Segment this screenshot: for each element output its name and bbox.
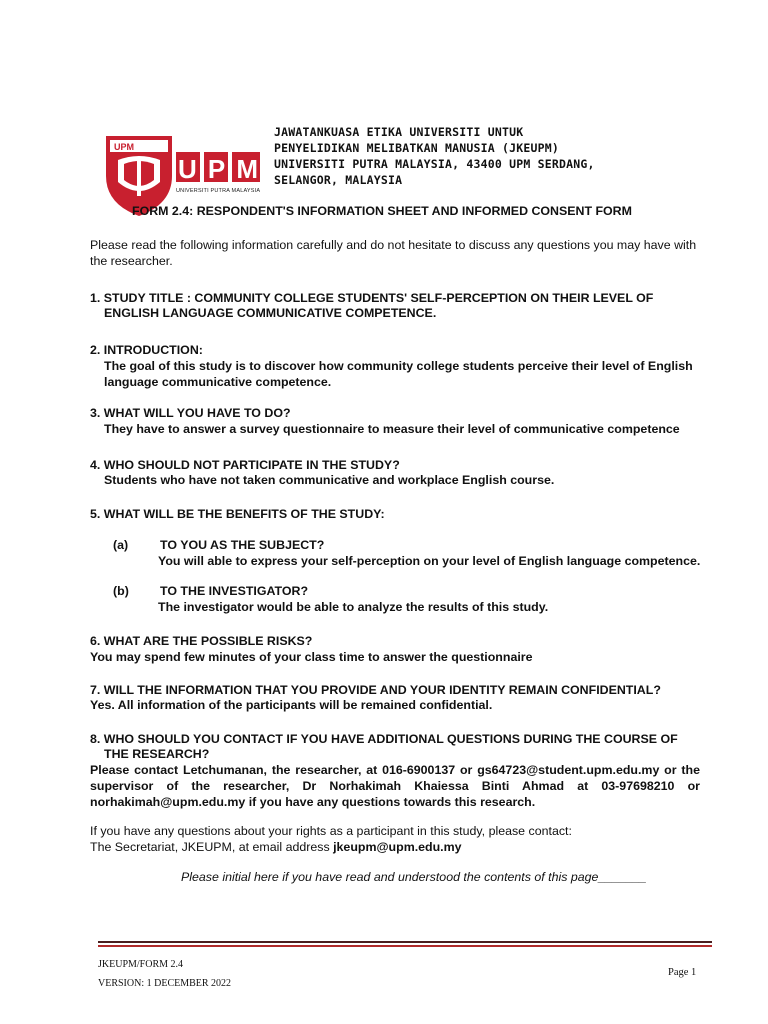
section-2-title: 2. INTRODUCTION:: [90, 343, 203, 357]
footer-rule-dark: [98, 941, 712, 943]
section-3-title: 3. WHAT WILL YOU HAVE TO DO?: [90, 406, 291, 420]
initial-blank[interactable]: _______: [598, 870, 647, 884]
section-1-title-line-1: 1. STUDY TITLE : COMMUNITY COLLEGE STUDENTS' SELF-PERCEPTION ON THEIR LEVEL OF: [90, 291, 654, 305]
section-5a-body: You will able to express your self-perception on your level of English language competence.: [158, 554, 701, 568]
initial-instruction: Please initial here if you have read and understood the contents of this page: [181, 870, 599, 884]
rights-line-2: [90, 839, 462, 855]
logo-badge-text: UPM: [114, 142, 134, 152]
header-line-2: PENYELIDIKAN MELIBATKAN MANUSIA (JKEUPM): [274, 141, 559, 155]
section-5b-label: (b): [113, 584, 129, 598]
section-8-title-line-2: THE RESEARCH?: [104, 747, 210, 761]
initial-line: [181, 869, 647, 885]
header-line-1: JAWATANKUASA ETIKA UNIVERSITI UNTUK: [274, 125, 524, 139]
footer-rule-red: [98, 945, 712, 947]
section-3-body: They have to answer a survey questionnaire to measure their level of communicative competence: [104, 422, 680, 436]
section-8-title-line-1: 8. WHO SHOULD YOU CONTACT IF YOU HAVE ADDITIONAL QUESTIONS DURING THE COURSE OF: [90, 732, 678, 746]
form-title: FORM 2.4: RESPONDENT'S INFORMATION SHEET AND INFORMED CONSENT FORM: [132, 204, 632, 218]
section-7-body: Yes. All information of the participants will be remained confidential.: [90, 698, 493, 712]
footer-version: VERSION: 1 DECEMBER 2022: [98, 978, 232, 989]
section-5-title: 5. WHAT WILL BE THE BENEFITS OF THE STUDY:: [90, 507, 385, 521]
rights-line-2-prefix: The Secretariat, JKEUPM, at email address: [90, 840, 334, 854]
rights-line-1: If you have any questions about your rights as a participant in this study, please contact:: [90, 824, 572, 838]
footer-form-code: JKEUPM/FORM 2.4: [98, 959, 184, 970]
header-line-3: UNIVERSITI PUTRA MALAYSIA, 43400 UPM SERDANG,: [274, 157, 595, 171]
logo-text: UPM: [178, 154, 258, 184]
section-4-body: Students who have not taken communicative and workplace English course.: [104, 473, 555, 487]
section-1-title-line-2: ENGLISH LANGUAGE COMMUNICATIVE COMPETENCE.: [104, 306, 437, 320]
section-4-title: 4. WHO SHOULD NOT PARTICIPATE IN THE STUDY?: [90, 458, 400, 472]
section-7-title: 7. WILL THE INFORMATION THAT YOU PROVIDE AND YOUR IDENTITY REMAIN CONFIDENTIAL?: [90, 683, 661, 697]
footer-page-number: Page 1: [668, 967, 697, 978]
section-8-body: Please contact Letchumanan, the researcher, at 016-6900137 or gs64723@student.upm.edu.my or the supervisor of the researcher, Dr Norhakimah Khaiessa Binti Ahmad at 03-97698210 or norhakimah@upm.edu.my if you have any questions towards this research.: [90, 763, 700, 809]
section-5b-title: TO THE INVESTIGATOR?: [160, 584, 309, 598]
section-5b-body: The investigator would be able to analyze the results of this study.: [158, 600, 549, 614]
section-6-title: 6. WHAT ARE THE POSSIBLE RISKS?: [90, 634, 313, 648]
section-5a-title: TO YOU AS THE SUBJECT?: [160, 538, 325, 552]
section-2-body: The goal of this study is to discover how community college students perceive their level of English language communicative competence.: [104, 359, 693, 389]
header-line-4: SELANGOR, MALAYSIA: [274, 173, 403, 187]
section-6-body: You may spend few minutes of your class time to answer the questionnaire: [90, 650, 533, 664]
section-5a-label: (a): [113, 538, 129, 552]
secretariat-email: jkeupm@upm.edu.my: [333, 840, 462, 854]
intro-paragraph: Please read the following information carefully and do not hesitate to discuss any questions you may have with the researcher.: [90, 238, 697, 268]
logo-subtext: UNIVERSITI PUTRA MALAYSIA: [176, 188, 260, 194]
